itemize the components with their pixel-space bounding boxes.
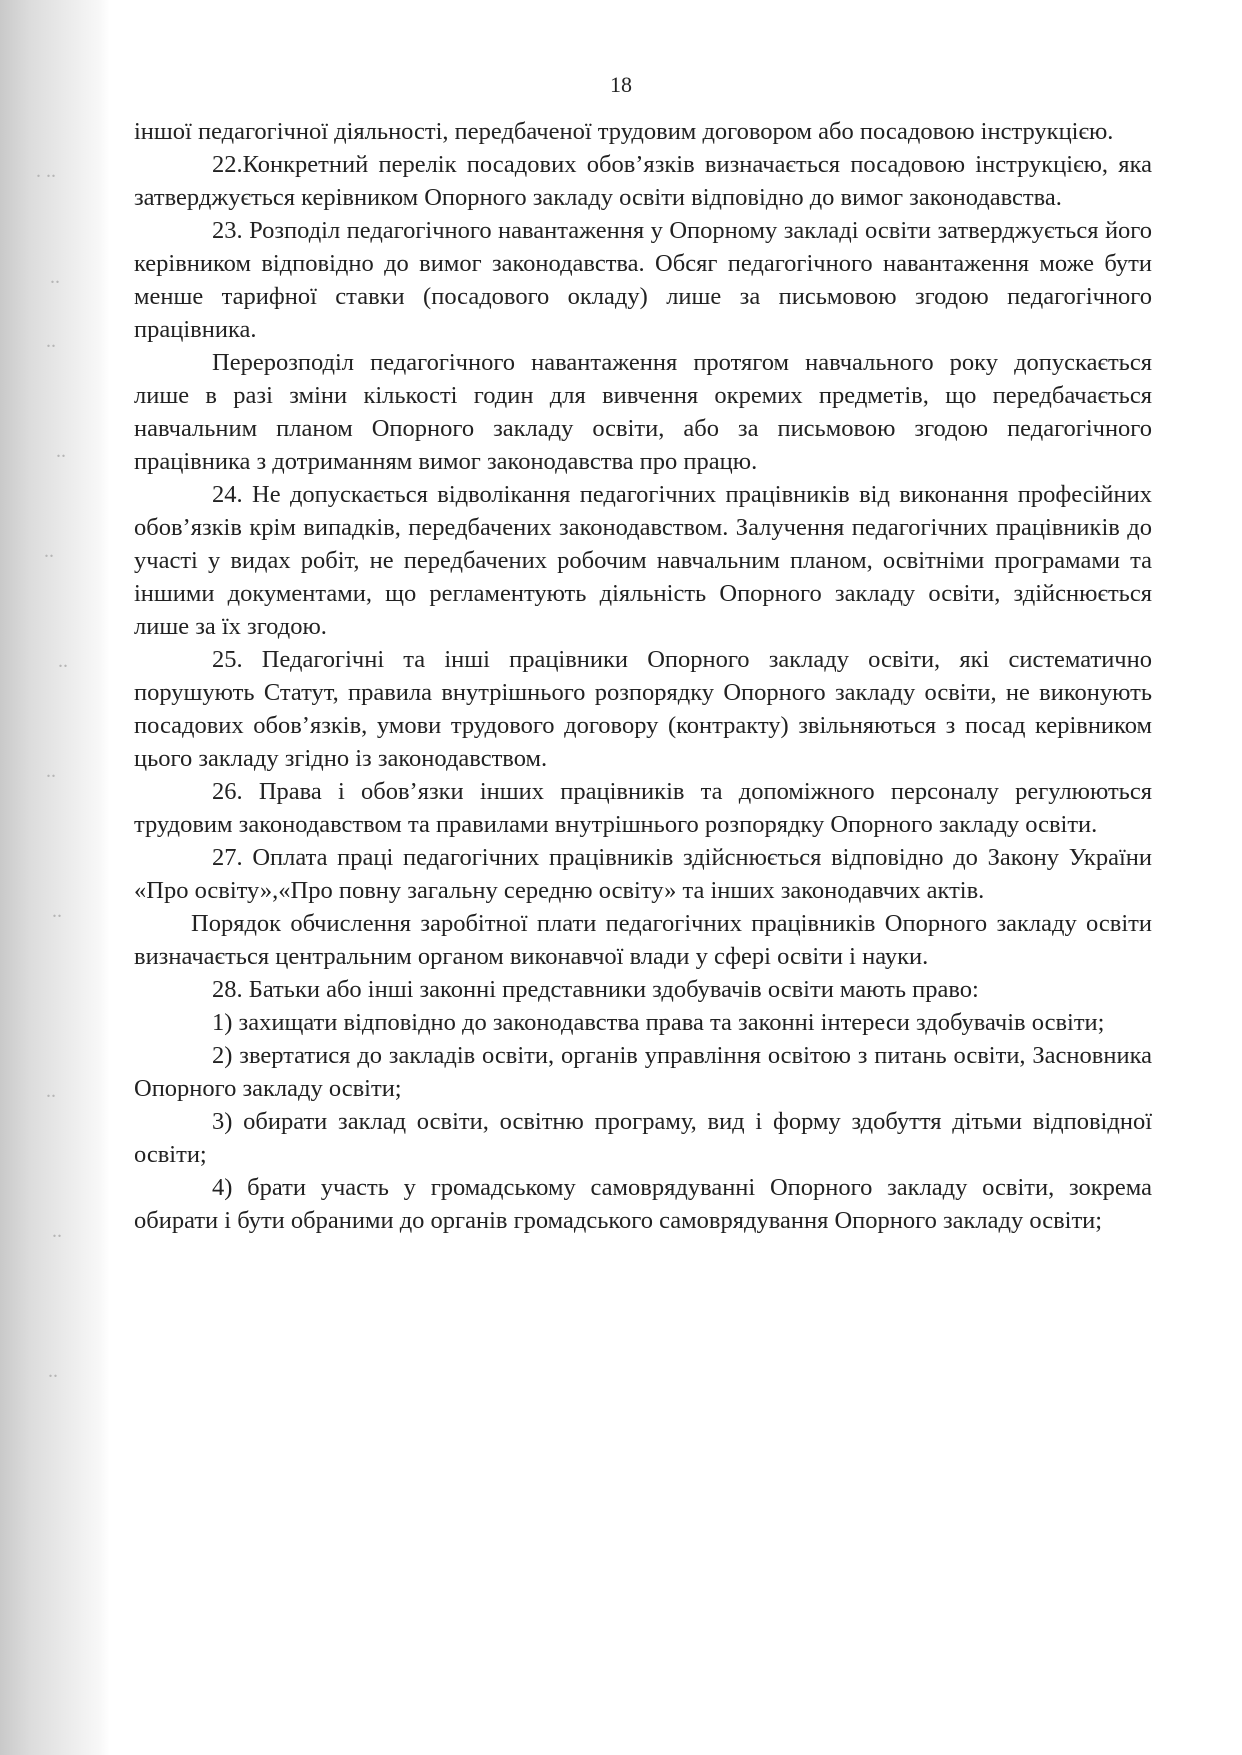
paragraph-continuation: іншої педагогічної діяльності, передбаченої трудовим договором або посадовою інструкцією. [134,118,1114,145]
paragraph-23: 23. Розподіл педагогічного навантаження у Опорному закладі освіти затверджується його керівником відповідно до вимог законодавства. Обсяг педагогічного навантаження може бути менше тарифної ставки (посадового окладу) лише за письмовою згодою педагогічного працівника. [134,217,1152,343]
list-item-28-4: 4) брати участь у громадському самоврядуванні Опорного закладу освіти, зокрема обирати і бути обраними до органів громадського самоврядування Опорного закладу освіти; [134,1174,1152,1234]
list-item-28-2: 2) звертатися до закладів освіти, органів управління освітою з питань освіти, Засновника Опорного закладу освіти; [134,1042,1152,1102]
paragraph-27: 27. Оплата праці педагогічних працівників здійснюється відповідно до Закону України «Про освіту»,«Про повну загальну середню освіту» та інших законодавчих актів. [134,844,1152,904]
paragraph-28: 28. Батьки або інші законні представники здобувачів освіти мають право: [212,976,979,1003]
paragraph-27-salary-procedure: Порядок обчислення заробітної плати педагогічних працівників Опорного закладу освіти визначається центральним органом виконавчої влади у сфері освіти і науки. [134,910,1152,970]
document-body [134,115,1152,1237]
paragraph-24: 24. Не допускається відволікання педагогічних працівників від виконання професійних обов’язків крім випадків, передбачених законодавством. Залучення педагогічних працівників до участі у видах робіт, не передбачених робочим навчальним планом, освітніми програмами та іншими документами, що регламентують діяльність Опорного закладу освіти, здійснюється лише за їх згодою. [134,481,1152,640]
list-item-28-1: 1) захищати відповідно до законодавства права та законні інтереси здобувачів освіти; [212,1009,1105,1036]
paragraph-23-redistribution: Перерозподіл педагогічного навантаження протягом навчального року допускається лише в разі зміни кількості годин для вивчення окремих предметів, що передбачається навчальним планом Опорного закладу освіти, або за письмовою згодою педагогічного працівника з дотриманням вимог законодавства про працю. [134,349,1152,475]
paragraph-22: 22.Конкретний перелік посадових обов’язків визначається посадовою інструкцією, яка затверджується керівником Опорного закладу освіти відповідно до вимог законодавства. [134,151,1152,211]
paragraph-26: 26. Права і обов’язки інших працівників та допоміжного персоналу регулюються трудовим законодавством та правилами внутрішнього розпорядку Опорного закладу освіти. [134,778,1152,838]
scan-bleed-through: . .. .. .. .. .. .. .. .. .. .. .. [36,160,68,1382]
page-number: 18 [610,72,632,97]
paragraph-25: 25. Педагогічні та інші працівники Опорного закладу освіти, які систематично порушують Статут, правила внутрішнього розпорядку Опорного закладу освіти, не виконують посадових обов’язків, умови трудового договору (контракту) звільняються з посад керівником цього закладу згідно із законодавством. [134,646,1152,772]
list-item-28-3: 3) обирати заклад освіти, освітню програму, вид і форму здобуття дітьми відповідної освіти; [134,1108,1152,1168]
